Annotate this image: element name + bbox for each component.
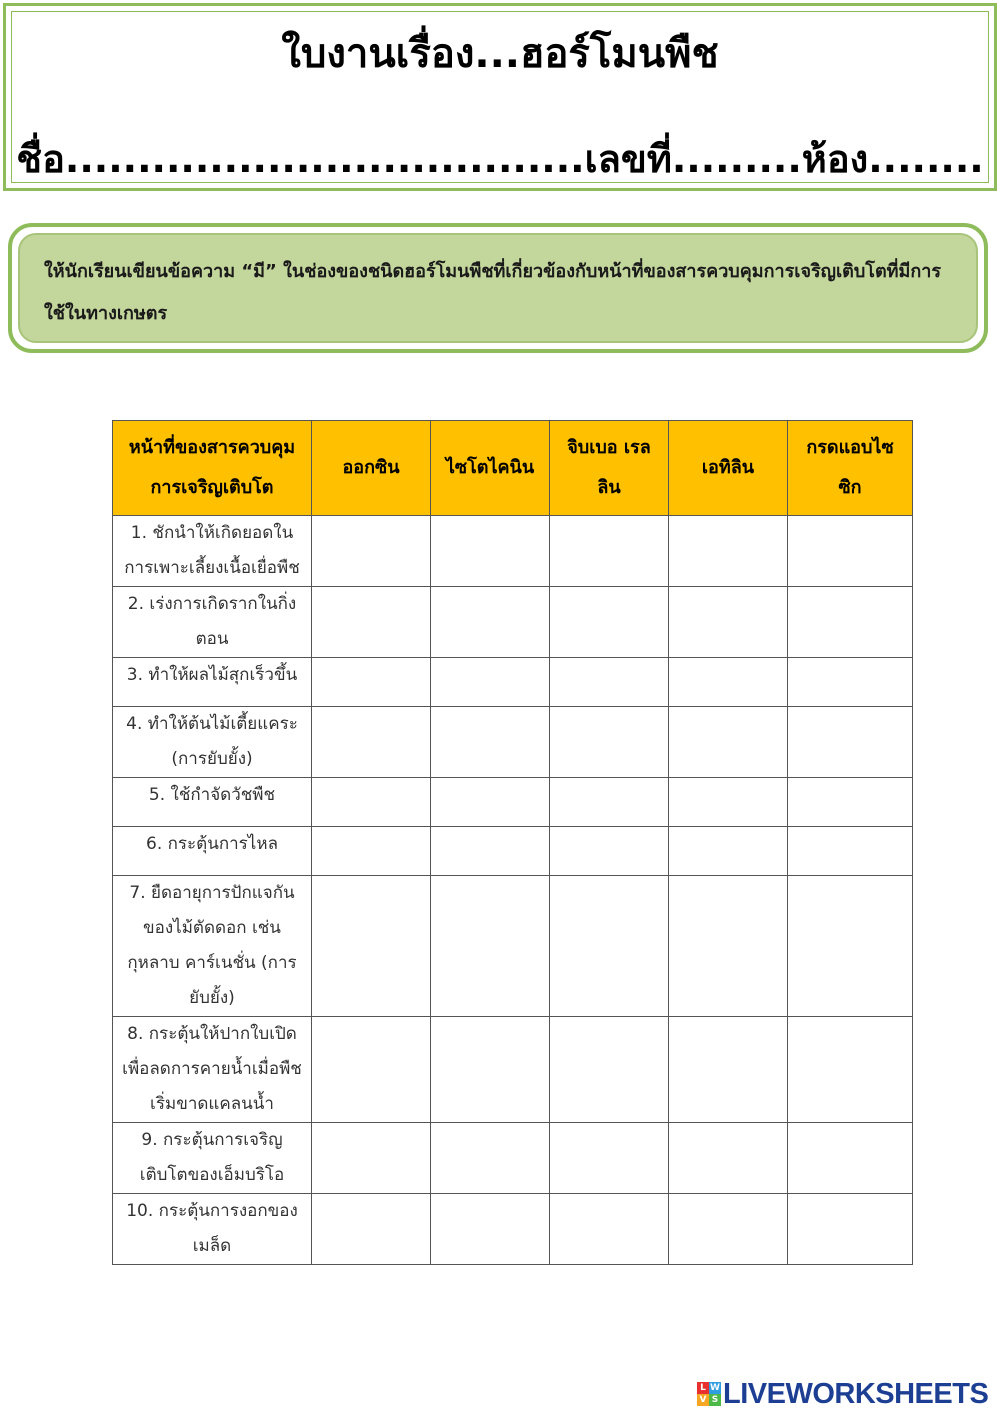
answer-cell[interactable] xyxy=(312,876,431,1017)
function-cell: 3. ทำให้ผลไม้สุกเร็วขึ้น xyxy=(113,658,312,707)
answer-cell[interactable] xyxy=(431,658,550,707)
answer-cell[interactable] xyxy=(550,587,669,658)
function-cell: 1. ชักนำให้เกิดยอดในการเพาะเลี้ยงเนื้อเยื่อพืช xyxy=(113,516,312,587)
student-info-line: ชื่อ....................................เลขที่.........ห้อง........ xyxy=(16,137,984,181)
answer-cell[interactable] xyxy=(312,516,431,587)
header-cytokinin: ไซโตไคนิน xyxy=(431,421,550,516)
header-function: หน้าที่ของสารควบคุมการเจริญเติบโต xyxy=(113,421,312,516)
table-row xyxy=(113,658,913,707)
answer-cell[interactable] xyxy=(550,827,669,876)
answer-cell[interactable] xyxy=(550,707,669,778)
answer-cell[interactable] xyxy=(431,707,550,778)
answer-cell[interactable] xyxy=(669,707,788,778)
answer-cell[interactable] xyxy=(669,658,788,707)
answer-cell[interactable] xyxy=(788,1194,913,1265)
function-cell: 7. ยืดอายุการปักแจกันของไม้ตัดดอก เช่น กุหลาบ คาร์เนชั่น (การยับยั้ง) xyxy=(113,876,312,1017)
answer-cell[interactable] xyxy=(669,587,788,658)
logo-text: LIVEWORKSHEETS xyxy=(723,1377,989,1410)
title-box xyxy=(3,3,997,191)
answer-cell[interactable] xyxy=(312,827,431,876)
table-row xyxy=(113,587,913,658)
answer-cell[interactable] xyxy=(669,1017,788,1123)
table-row xyxy=(113,1194,913,1265)
function-cell: 4. ทำให้ต้นไม้เตี้ยแคระ (การยับยั้ง) xyxy=(113,707,312,778)
hormone-table xyxy=(112,420,913,1265)
answer-cell[interactable] xyxy=(550,658,669,707)
answer-cell[interactable] xyxy=(431,516,550,587)
answer-cell[interactable] xyxy=(312,1123,431,1194)
table-row xyxy=(113,876,913,1017)
function-cell: 8. กระตุ้นให้ปากใบเปิดเพื่อลดการคายน้ำเมื่อพืชเริ่มขาดแคลนน้ำ xyxy=(113,1017,312,1123)
answer-cell[interactable] xyxy=(312,707,431,778)
table-row xyxy=(113,1123,913,1194)
answer-cell[interactable] xyxy=(431,827,550,876)
answer-cell[interactable] xyxy=(312,658,431,707)
answer-cell[interactable] xyxy=(431,778,550,827)
answer-cell[interactable] xyxy=(669,778,788,827)
table-row xyxy=(113,827,913,876)
function-cell: 6. กระตุ้นการไหล xyxy=(113,827,312,876)
table-row xyxy=(113,516,913,587)
answer-cell[interactable] xyxy=(550,516,669,587)
header-gibberellin: จิบเบอ เรลลิน xyxy=(550,421,669,516)
liveworksheets-logo xyxy=(697,1376,988,1412)
answer-cell[interactable] xyxy=(431,1123,550,1194)
answer-cell[interactable] xyxy=(431,876,550,1017)
answer-cell[interactable] xyxy=(312,587,431,658)
function-cell: 2. เร่งการเกิดรากในกิ่งตอน xyxy=(113,587,312,658)
answer-cell[interactable] xyxy=(788,516,913,587)
table-row xyxy=(113,707,913,778)
answer-cell[interactable] xyxy=(669,827,788,876)
answer-cell[interactable] xyxy=(669,876,788,1017)
table-header-row xyxy=(113,421,913,516)
answer-cell[interactable] xyxy=(788,876,913,1017)
logo-mark-icon: L W V S xyxy=(697,1382,721,1406)
answer-cell[interactable] xyxy=(550,1017,669,1123)
answer-cell[interactable] xyxy=(312,1194,431,1265)
answer-cell[interactable] xyxy=(312,1017,431,1123)
instruction-box xyxy=(8,223,988,353)
answer-cell[interactable] xyxy=(431,587,550,658)
function-cell: 10. กระตุ้นการงอกของเมล็ด xyxy=(113,1194,312,1265)
page-title: ใบงานเรื่อง...ฮอร์โมนพืช xyxy=(281,31,719,77)
header-abscisic-acid: กรดแอบไซ ซิก xyxy=(788,421,913,516)
answer-cell[interactable] xyxy=(550,1194,669,1265)
answer-cell[interactable] xyxy=(312,778,431,827)
answer-cell[interactable] xyxy=(550,1123,669,1194)
answer-cell[interactable] xyxy=(431,1194,550,1265)
answer-cell[interactable] xyxy=(788,658,913,707)
function-cell: 9. กระตุ้นการเจริญเติบโตของเอ็มบริโอ xyxy=(113,1123,312,1194)
answer-cell[interactable] xyxy=(788,707,913,778)
answer-cell[interactable] xyxy=(550,876,669,1017)
answer-cell[interactable] xyxy=(788,778,913,827)
answer-cell[interactable] xyxy=(788,827,913,876)
answer-cell[interactable] xyxy=(669,1194,788,1265)
instruction-text: ให้นักเรียนเขียนข้อความ “มี” ในช่องของชนิดฮอร์โมนพืชที่เกี่ยวข้องกับหน้าที่ของสารควบคุมการเจริญเติบโตที่มีการใช้ในทางเกษตร xyxy=(18,233,978,343)
header-ethylene: เอทิลิน xyxy=(669,421,788,516)
function-cell: 5. ใช้กำจัดวัชพืช xyxy=(113,778,312,827)
answer-cell[interactable] xyxy=(788,1017,913,1123)
answer-cell[interactable] xyxy=(669,516,788,587)
answer-cell[interactable] xyxy=(788,1123,913,1194)
answer-cell[interactable] xyxy=(431,1017,550,1123)
table-row xyxy=(113,778,913,827)
answer-cell[interactable] xyxy=(669,1123,788,1194)
table-row xyxy=(113,1017,913,1123)
answer-cell[interactable] xyxy=(788,587,913,658)
answer-cell[interactable] xyxy=(550,778,669,827)
header-auxin: ออกซิน xyxy=(312,421,431,516)
